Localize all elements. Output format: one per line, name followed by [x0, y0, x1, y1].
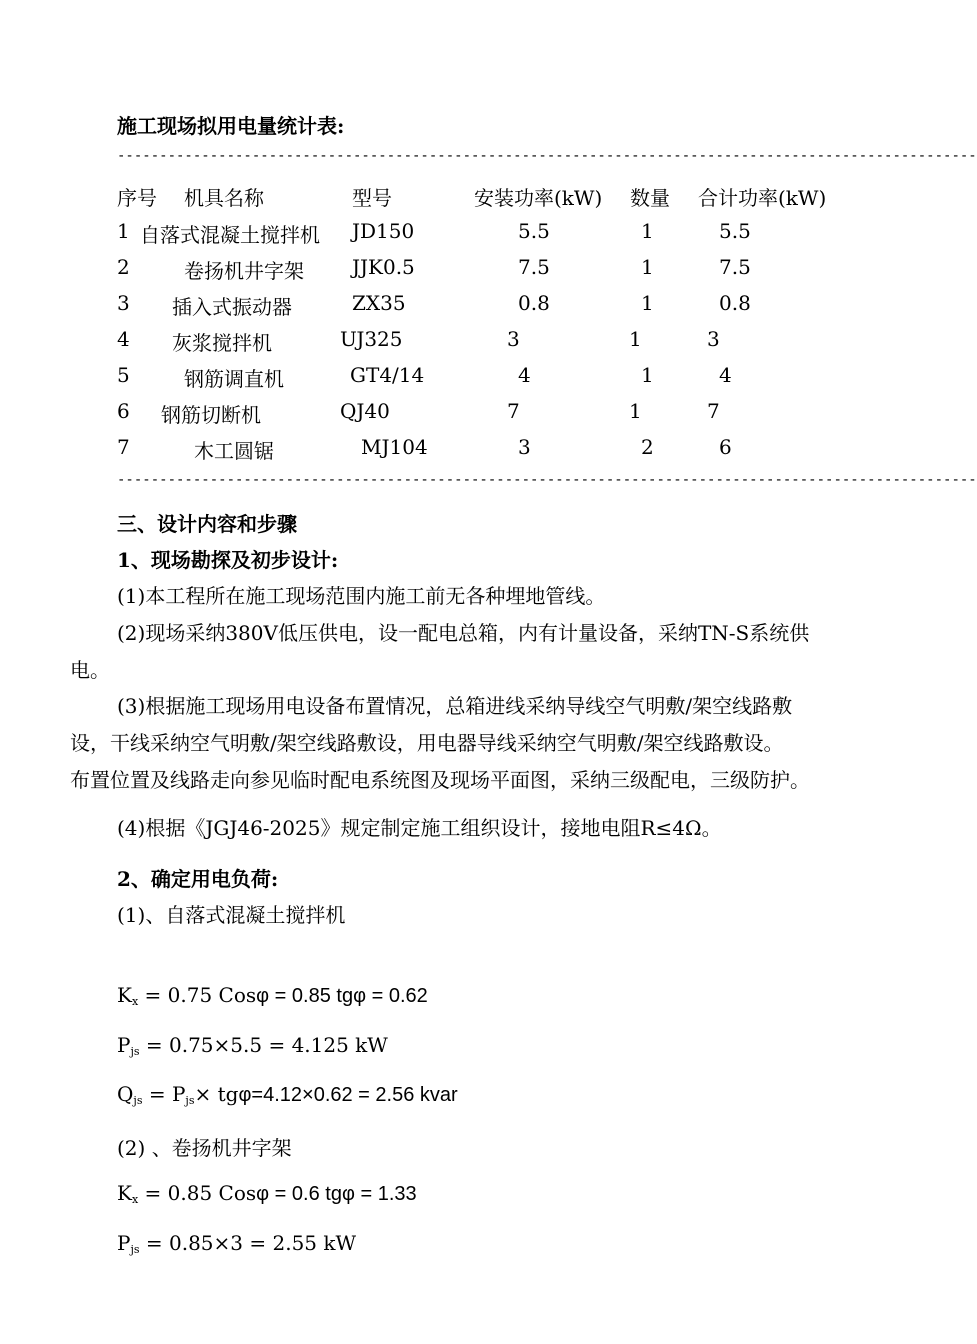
table-row: [0, 291, 950, 319]
paragraph-continued: 布置位置及线路走向参见临时配电系统图及现场平面图，采纳三级配电，三级防护。: [70, 768, 810, 792]
cell-no: 3: [117, 291, 130, 315]
cell-qty: 1: [641, 255, 654, 279]
cell-power: 3: [518, 435, 531, 459]
formula-qjs: $Q_{js} = P_{js}\times tg\varphi=4.12\times 0.62 = 2.56$ kvar: [117, 1082, 458, 1107]
subsection-title: 1、现场勘探及初步设计:: [117, 548, 339, 572]
header-model: 型号: [352, 186, 392, 210]
cell-total: 7.5: [719, 255, 751, 279]
cell-model: JJK0.5: [352, 255, 415, 279]
cell-no: 2: [117, 255, 130, 279]
cell-qty: 1: [641, 291, 654, 315]
cell-name: 钢筋切断机: [161, 403, 261, 427]
table-row: [0, 219, 950, 247]
cell-qty: 2: [641, 435, 654, 459]
formula-pjs: $P_{js} = 0.75\times 5.5 = 4.125$ kW: [117, 1033, 388, 1058]
table-row: [0, 255, 950, 283]
cell-name: 钢筋调直机: [184, 367, 284, 391]
cell-model: UJ325: [340, 327, 403, 351]
cell-power: 7.5: [518, 255, 550, 279]
header-qty: 数量: [630, 186, 670, 210]
cell-qty: 1: [629, 399, 642, 423]
table-row: [0, 435, 950, 463]
cell-no: 1: [117, 219, 130, 243]
cell-name: 插入式振动器: [172, 295, 292, 319]
cell-power: 0.8: [518, 291, 550, 315]
paragraph-continued: 设，干线采纳空气明敷/架空线路敷设，用电器导线采纳空气明敷/架空线路敷设。: [70, 731, 784, 755]
cell-power: 3: [507, 327, 520, 351]
formula-kx: $K_x = 0.75$ Cosφ = 0.85 tgφ = 0.62: [117, 983, 428, 1008]
paragraph: (3)根据施工现场用电设备布置情况，总箱进线采纳导线空气明敷/架空线路敷: [117, 694, 793, 718]
cell-no: 4: [117, 327, 130, 351]
item-title: (2) 、卷扬机井字架: [117, 1136, 292, 1160]
cell-name: 木工圆锯: [194, 439, 274, 463]
header-power: 安装功率(kW): [474, 186, 603, 210]
cell-no: 6: [117, 399, 130, 423]
header-total: 合计功率(kW): [698, 186, 827, 210]
cell-total: 4: [719, 363, 732, 387]
cell-no: 7: [117, 435, 130, 459]
cell-model: QJ40: [340, 399, 390, 423]
cell-power: 4: [518, 363, 531, 387]
cell-total: 6: [719, 435, 732, 459]
cell-total: 3: [707, 327, 720, 351]
cell-no: 5: [117, 363, 130, 387]
table-title: 施工现场拟用电量统计表:: [117, 114, 345, 138]
cell-total: 5.5: [719, 219, 751, 243]
paragraph: (1)本工程所在施工现场范围内施工前无各种埋地管线。: [117, 584, 606, 608]
table-top-rule: ------------------------------------------------------------------------------------------------------: [117, 148, 977, 164]
cell-power: 7: [507, 399, 520, 423]
formula-kx: $K_x = 0.85$ Cosφ = 0.6 tgφ = 1.33: [117, 1181, 417, 1206]
cell-qty: 1: [641, 219, 654, 243]
table-bottom-rule: ------------------------------------------------------------------------------------------------------: [117, 472, 977, 488]
cell-model: GT4/14: [350, 363, 425, 387]
cell-name: 自落式混凝土搅拌机: [140, 223, 320, 247]
cell-name: 灰浆搅拌机: [172, 331, 272, 355]
header-name: 机具名称: [184, 186, 264, 210]
header-no: 序号: [117, 186, 157, 210]
cell-model: ZX35: [352, 291, 406, 315]
cell-name: 卷扬机井字架: [184, 259, 304, 283]
cell-total: 7: [707, 399, 720, 423]
cell-power: 5.5: [518, 219, 550, 243]
table-row: [0, 363, 950, 391]
paragraph: (2)现场采纳380V低压供电，设一配电总箱，内有计量设备，采纳TN-S系统供: [117, 621, 810, 645]
paragraph: (4)根据《JGJ46-2025》规定制定施工组织设计，接地电阻R≤4Ω。: [117, 816, 722, 840]
subsection-title: 2、确定用电负荷:: [117, 867, 279, 891]
table-header-row: [0, 182, 950, 210]
cell-qty: 1: [629, 327, 642, 351]
section-title: 三、设计内容和步骤: [117, 512, 297, 536]
formula-pjs: $P_{js} = 0.85\times 3 = 2.55$ kW: [117, 1231, 357, 1256]
cell-model: MJ104: [361, 435, 428, 459]
table-row: [0, 399, 950, 427]
item-title: (1)、自落式混凝土搅拌机: [117, 903, 346, 927]
paragraph-continued: 电。: [70, 658, 110, 682]
cell-total: 0.8: [719, 291, 751, 315]
table-row: [0, 327, 950, 355]
cell-qty: 1: [641, 363, 654, 387]
cell-model: JD150: [352, 219, 415, 243]
